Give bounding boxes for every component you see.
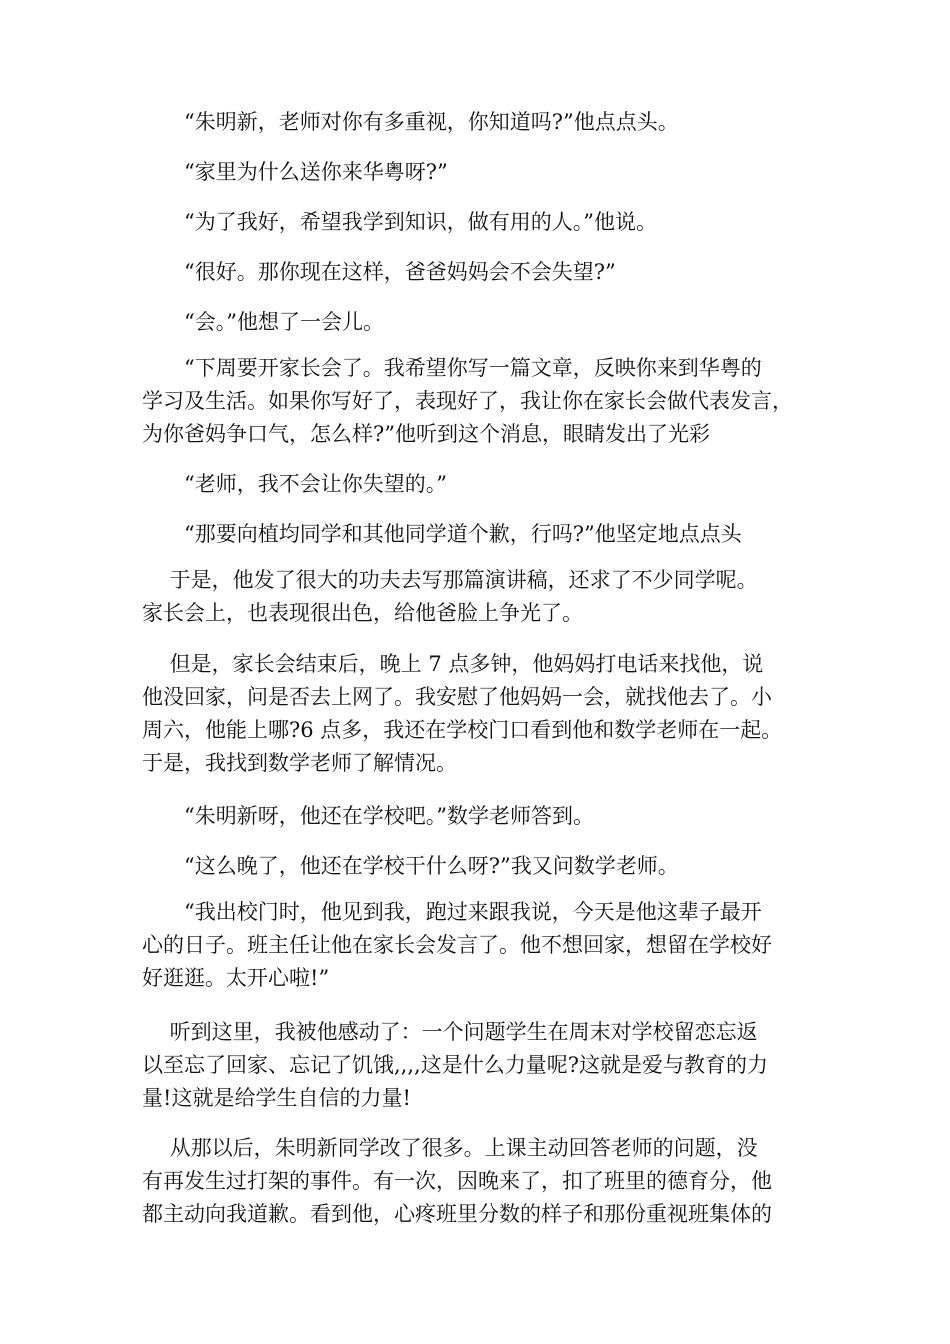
paragraph-1: “朱明新，老师对你有多重视，你知道吗?”他点点头。: [142, 110, 679, 134]
paragraph-5: “会。”他想了一会儿。: [142, 310, 384, 334]
paragraph-6: “下周要开家长会了。我希望你写一篇文章，反映你来到华粤的 学习及生活。如果你写好了，表现好了，我让你在家长会做代表发言， 为你爸妈争口气，怎么样?”他听到这个消息，眼睛发出了光彩: [142, 356, 793, 446]
paragraph-8: “那要向植均同学和其他同学道个歉，行吗?”他坚定地点点头: [142, 522, 742, 546]
paragraph-2: “家里为什么送你来华粤呀?”: [142, 160, 448, 184]
paragraph-15: 从那以后，朱明新同学改了很多。上课主动回答老师的问题，没 有再发生过打架的事件。有一次，因晚来了，扣了班里的德育分，他 都主动向我道歉。看到他，心疼班里分数的样子和那份重视班集体的: [142, 1136, 772, 1226]
paragraph-14: 听到这里，我被他感动了：一个问题学生在周末对学校留恋忘返 以至忘了回家、忘记了饥饿,,,,这是什么力量呢?这就是爱与教育的力 量!这就是给学生自信的力量!: [142, 1020, 768, 1110]
paragraph-7: “老师，我不会让你失望的。”: [142, 472, 447, 496]
paragraph-12: “这么晚了，他还在学校干什么呀?”我又问数学老师。: [142, 854, 679, 878]
paragraph-13: “我出校门时，他见到我，跑过来跟我说，今天是他这辈子最开 心的日子。班主任让他在家长会发言了。他不想回家，想留在学校好 好逛逛。太开心啦!”: [142, 900, 772, 990]
paragraph-4: “很好。那你现在这样，爸爸妈妈会不会失望?”: [142, 260, 616, 284]
paragraph-11: “朱明新呀，他还在学校吧。”数学老师答到。: [142, 804, 594, 828]
paragraph-9: 于是，他发了很大的功夫去写那篇演讲稿，还求了不少同学呢。 家长会上，也表现很出色，给他爸脸上争光了。: [142, 568, 758, 625]
paragraph-3: “为了我好，希望我学到知识，做有用的人。”他说。: [142, 210, 657, 234]
paragraph-10: 但是，家长会结束后，晚上 7 点多钟，他妈妈打电话来找他，说 他没回家，问是否去上网了。我安慰了他妈妈一会，就找他去了。小 周六，他能上哪?6 点多，我还在学校门口看到他和数学老师在一起。 于是，我找到数学老师了解情况。: [142, 652, 783, 775]
